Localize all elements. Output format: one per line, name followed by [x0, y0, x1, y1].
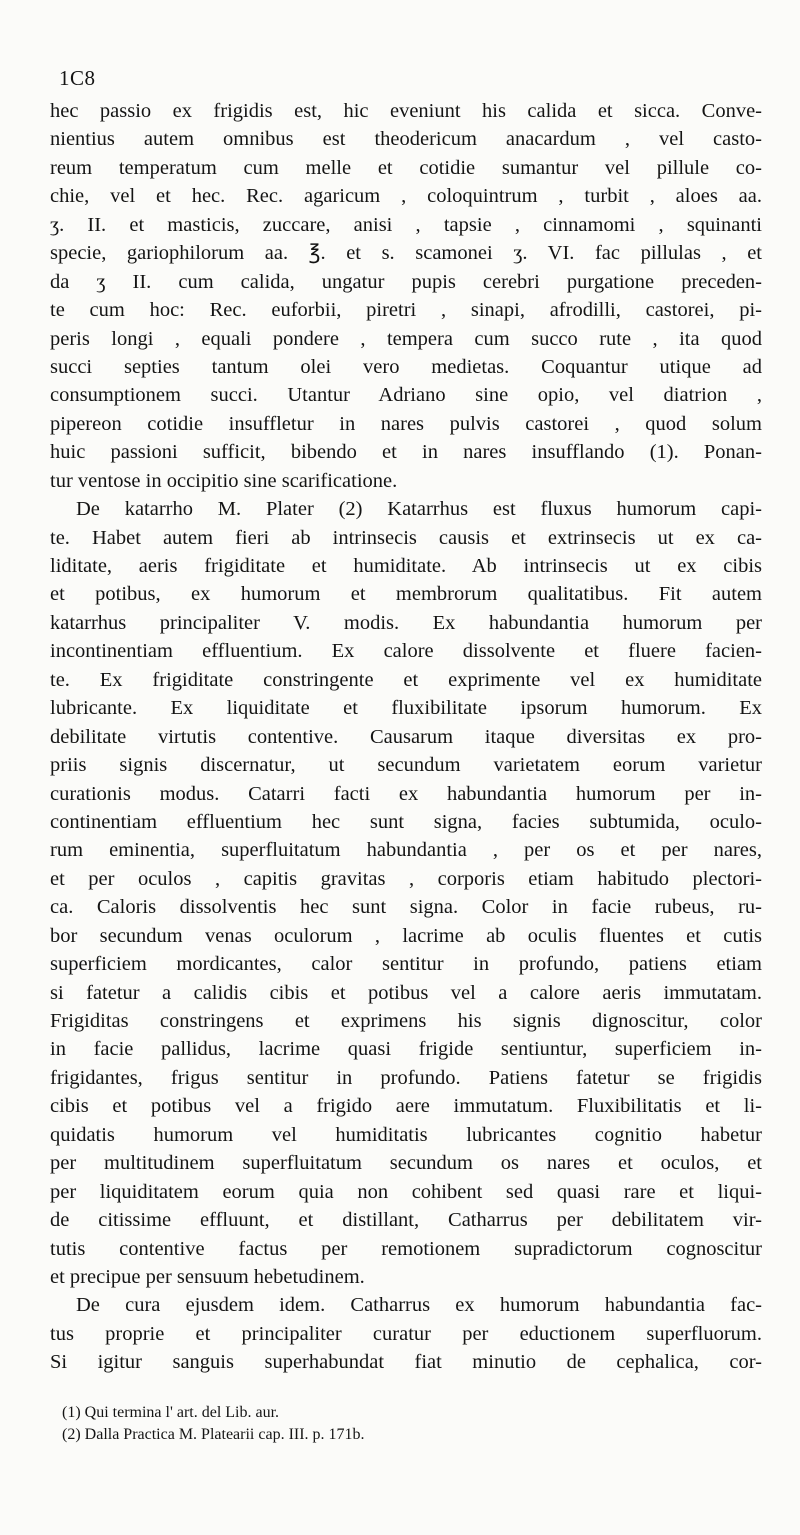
text-line: frigidantes, frigus sentitur in profundo. Patiens fatetur se frigidis: [50, 1066, 762, 1089]
text-line: tur ventose in occipitio sine scarificatione.: [50, 469, 398, 492]
text-line: Si igitur sanguis superhabundat fiat minutio de cephalica, cor-: [50, 1351, 762, 1374]
text-line: priis signis discernatur, ut secundum varietatem eorum varietur: [50, 754, 762, 777]
text-line: quidatis humorum vel humiditatis lubricantes cognitio habetur: [50, 1123, 762, 1146]
page-number: 1C8: [59, 66, 96, 90]
text-line: si fatetur a calidis cibis et potibus vel a calore aeris immutatam.: [50, 981, 762, 1004]
body-text: [50, 97, 762, 1377]
text-line: tus proprie et principaliter curatur per eductionem superfluorum.: [50, 1322, 762, 1345]
text-line: tutis contentive factus per remotionem supradictorum cognoscitur: [50, 1237, 762, 1260]
text-line: hec passio ex frigidis est, hic eveniunt his calida et sicca. Conve-: [50, 100, 762, 122]
text-line: peris longi , equali pondere , tempera cum succo rute , ita quod: [50, 327, 762, 350]
text-line: te. Ex frigiditate constringente et exprimente vel ex humiditate: [50, 668, 762, 691]
text-line: De cura ejusdem idem. Catharrus ex humorum habundantia fac-: [76, 1294, 762, 1317]
text-line: cibis et potibus vel a frigido aere immutatum. Fluxibilitatis et li-: [50, 1095, 762, 1118]
footnotes: [62, 1402, 752, 1446]
text-line: consumptionem succi. Utantur Adriano sine opio, vel diatrion ,: [50, 384, 762, 407]
text-line: rum eminentia, superfluitatum habundantia , per os et per nares,: [50, 839, 762, 862]
text-line: liditate, aeris frigiditate et humiditate. Ab intrinsecis ut ex cibis: [50, 555, 762, 577]
text-line: te cum hoc: Rec. euforbii, piretri , sinapi, afrodilli, castorei, pi-: [50, 299, 762, 322]
text-line: succi septies tantum olei vero medietas. Coquantur utique ad: [50, 355, 762, 378]
text-line: de citissime effluunt, et distillant, Catharrus per debilitatem vir-: [50, 1209, 762, 1232]
text-line: katarrhus principaliter V. modis. Ex habundantia humorum per: [50, 611, 762, 634]
text-line: da ʒ II. cum calida, ungatur pupis cerebri purgatione preceden-: [50, 270, 762, 293]
text-line: per multitudinem superfluitatum secundum os nares et oculos, et: [50, 1152, 762, 1175]
text-line: debilitate virtutis contentive. Causarum itaque diversitas ex pro-: [50, 725, 762, 748]
text-line: te. Habet autem fieri ab intrinsecis causis et extrinsecis ut ex ca-: [50, 526, 762, 549]
text-line: per liquiditatem eorum quia non cohibent sed quasi rare et liqui-: [50, 1180, 762, 1203]
text-line: superficiem mordicantes, calor sentitur in profundo, patiens etiam: [50, 953, 762, 976]
text-line: et per oculos , capitis gravitas , corporis etiam habitudo plectori-: [50, 867, 762, 890]
text-line: in facie pallidus, lacrime quasi frigide sentiuntur, superficiem in-: [50, 1038, 762, 1061]
text-line: specie, gariophilorum aa. ℥. et s. scamonei ʒ. VI. fac pillulas , et: [50, 242, 762, 265]
text-line: nientius autem omnibus est theodericum anacardum , vel casto-: [50, 128, 762, 151]
text-line: curationis modus. Catarri facti ex habundantia humorum per in-: [50, 782, 762, 805]
text-line: De katarrho M. Plater (2) Katarrhus est fluxus humorum capi-: [76, 498, 762, 521]
footnote: (1) Qui termina l' art. del Lib. aur.: [62, 1404, 280, 1421]
text-line: incontinentiam effluentium. Ex calore dissolvente et fluere facien-: [50, 640, 762, 663]
text-line: chie, vel et hec. Rec. agaricum , coloquintrum , turbit , aloes aa.: [50, 185, 762, 208]
text-line: bor secundum venas oculorum , lacrime ab oculis fluentes et cutis: [50, 924, 762, 947]
footnote: (2) Dalla Practica M. Platearii cap. III. p. 171b.: [62, 1426, 365, 1443]
text-line: reum temperatum cum melle et cotidie sumantur vel pillule co-: [50, 156, 762, 179]
text-line: ca. Caloris dissolventis hec sunt signa. Color in facie rubeus, ru-: [50, 896, 762, 919]
text-line: ʒ. II. et masticis, zuccare, anisi , tapsie , cinnamomi , squinanti: [50, 213, 762, 236]
text-line: lubricante. Ex liquiditate et fluxibilitate ipsorum humorum. Ex: [50, 697, 762, 720]
text-line: pipereon cotidie insuffletur in nares pulvis castorei , quod solum: [50, 412, 762, 435]
text-line: et precipue per sensuum hebetudinem.: [50, 1265, 365, 1288]
text-line: et potibus, ex humorum et membrorum qualitatibus. Fit autem: [50, 583, 762, 606]
text-line: continentiam effluentium hec sunt signa, facies subtumida, oculo-: [50, 810, 762, 833]
text-line: huic passioni sufficit, bibendo et in nares insufflando (1). Ponan-: [50, 441, 762, 464]
text-line: Frigiditas constringens et exprimens his signis dignoscitur, color: [50, 1010, 762, 1032]
footnote-divider: [50, 1396, 762, 1397]
